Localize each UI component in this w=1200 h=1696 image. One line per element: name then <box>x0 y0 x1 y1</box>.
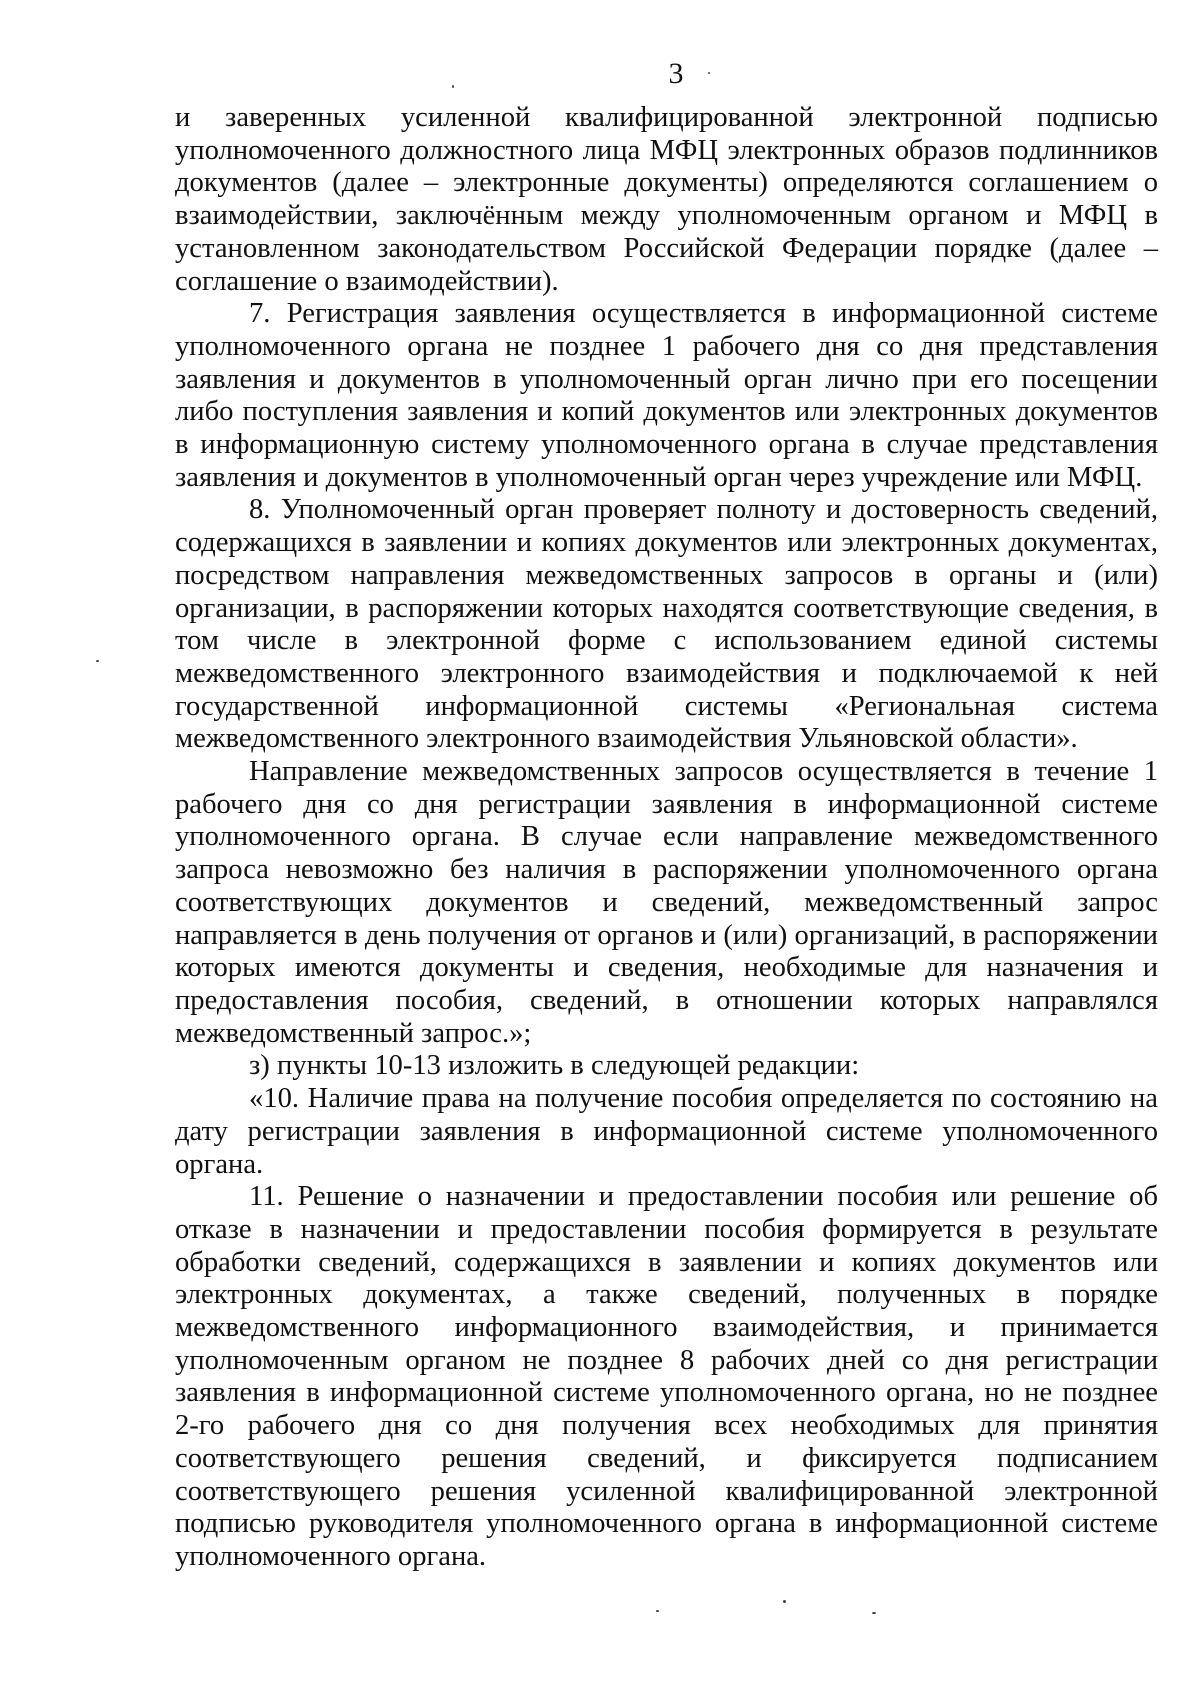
scan-speck <box>783 1600 786 1603</box>
paragraph-continuation: и заверенных усиленной квалифицированной электронной подписью уполномоченного должностного лица МФЦ электронных образов подлинников документов (далее – электронные документы) определяются соглашением о взаимодействии, заключённым между уполномоченным органом и МФЦ в установленном законодательством Российской Федерации порядке (далее – соглашение о взаимодействии). <box>175 102 1158 297</box>
scan-speck <box>452 85 454 88</box>
scan-speck <box>872 1612 876 1614</box>
scan-speck <box>96 660 99 662</box>
scan-speck <box>708 72 710 74</box>
paragraph-item-7: 7. Регистрация заявления осуществляется в информационной системе уполномоченного органа не позднее 1 рабочего дня со дня представления заявления и документов в уполномоченный орган лично при его посещении либо поступления заявления и копий документов или электронных документов в информационную систему уполномоченного органа в случае представления заявления и документов в уполномоченный орган через учреждение или МФЦ. <box>175 298 1158 493</box>
page-number: 3 <box>668 57 684 90</box>
paragraph-subitem-z: з) пункты 10-13 изложить в следующей редакции: <box>249 1050 860 1082</box>
document-body <box>175 102 1158 1574</box>
paragraph-item-8: 8. Уполномоченный орган проверяет полноту и достоверность сведений, содержащихся в заявлении и копиях документов или электронных документах, посредством направления межведомственных запросов в органы и (или) организации, в распоряжении которых находятся соответствующие сведения, в том числе в электронной форме с использованием единой системы межведомственного электронного взаимодействия и подключаемой к ней государственной информационной системы «Региональная система межведомственного электронного взаимодействия Ульяновской области». <box>175 494 1158 755</box>
paragraph-item-10: «10. Наличие права на получение пособия определяется по состоянию на дату регистрации заявления в информационной системе уполномоченного органа. <box>175 1083 1158 1180</box>
scan-speck <box>656 1610 659 1612</box>
paragraph-interagency-requests: Направление межведомственных запросов осуществляется в течение 1 рабочего дня со дня регистрации заявления в информационной системе уполномоченного органа. В случае если направление межведомственного запроса невозможно без наличия в распоряжении уполномоченного органа соответствующих документов и сведений, межведомственный запрос направляется в день получения от органов и (или) организаций, в распоряжении которых имеются документы и сведения, необходимые для назначения и предоставления пособия, сведений, в отношении которых направлялся межведомственный запрос.»; <box>175 756 1158 1049</box>
paragraph-item-11: 11. Решение о назначении и предоставлении пособия или решение об отказе в назначении и предоставлении пособия формируется в результате обработки сведений, содержащихся в заявлении и копиях документов или электронных документах, а также сведений, полученных в порядке межведомственного информационного взаимодействия, и принимается уполномоченным органом не позднее 8 рабочих дней со дня регистрации заявления в информационной системе уполномоченного органа, но не позднее 2-го рабочего дня со дня получения всех необходимых для принятия соответствующего решения сведений, и фиксируется подписанием соответствующего решения усиленной квалифицированной электронной подписью руководителя уполномоченного органа в информационной системе уполномоченного органа. <box>175 1181 1158 1572</box>
